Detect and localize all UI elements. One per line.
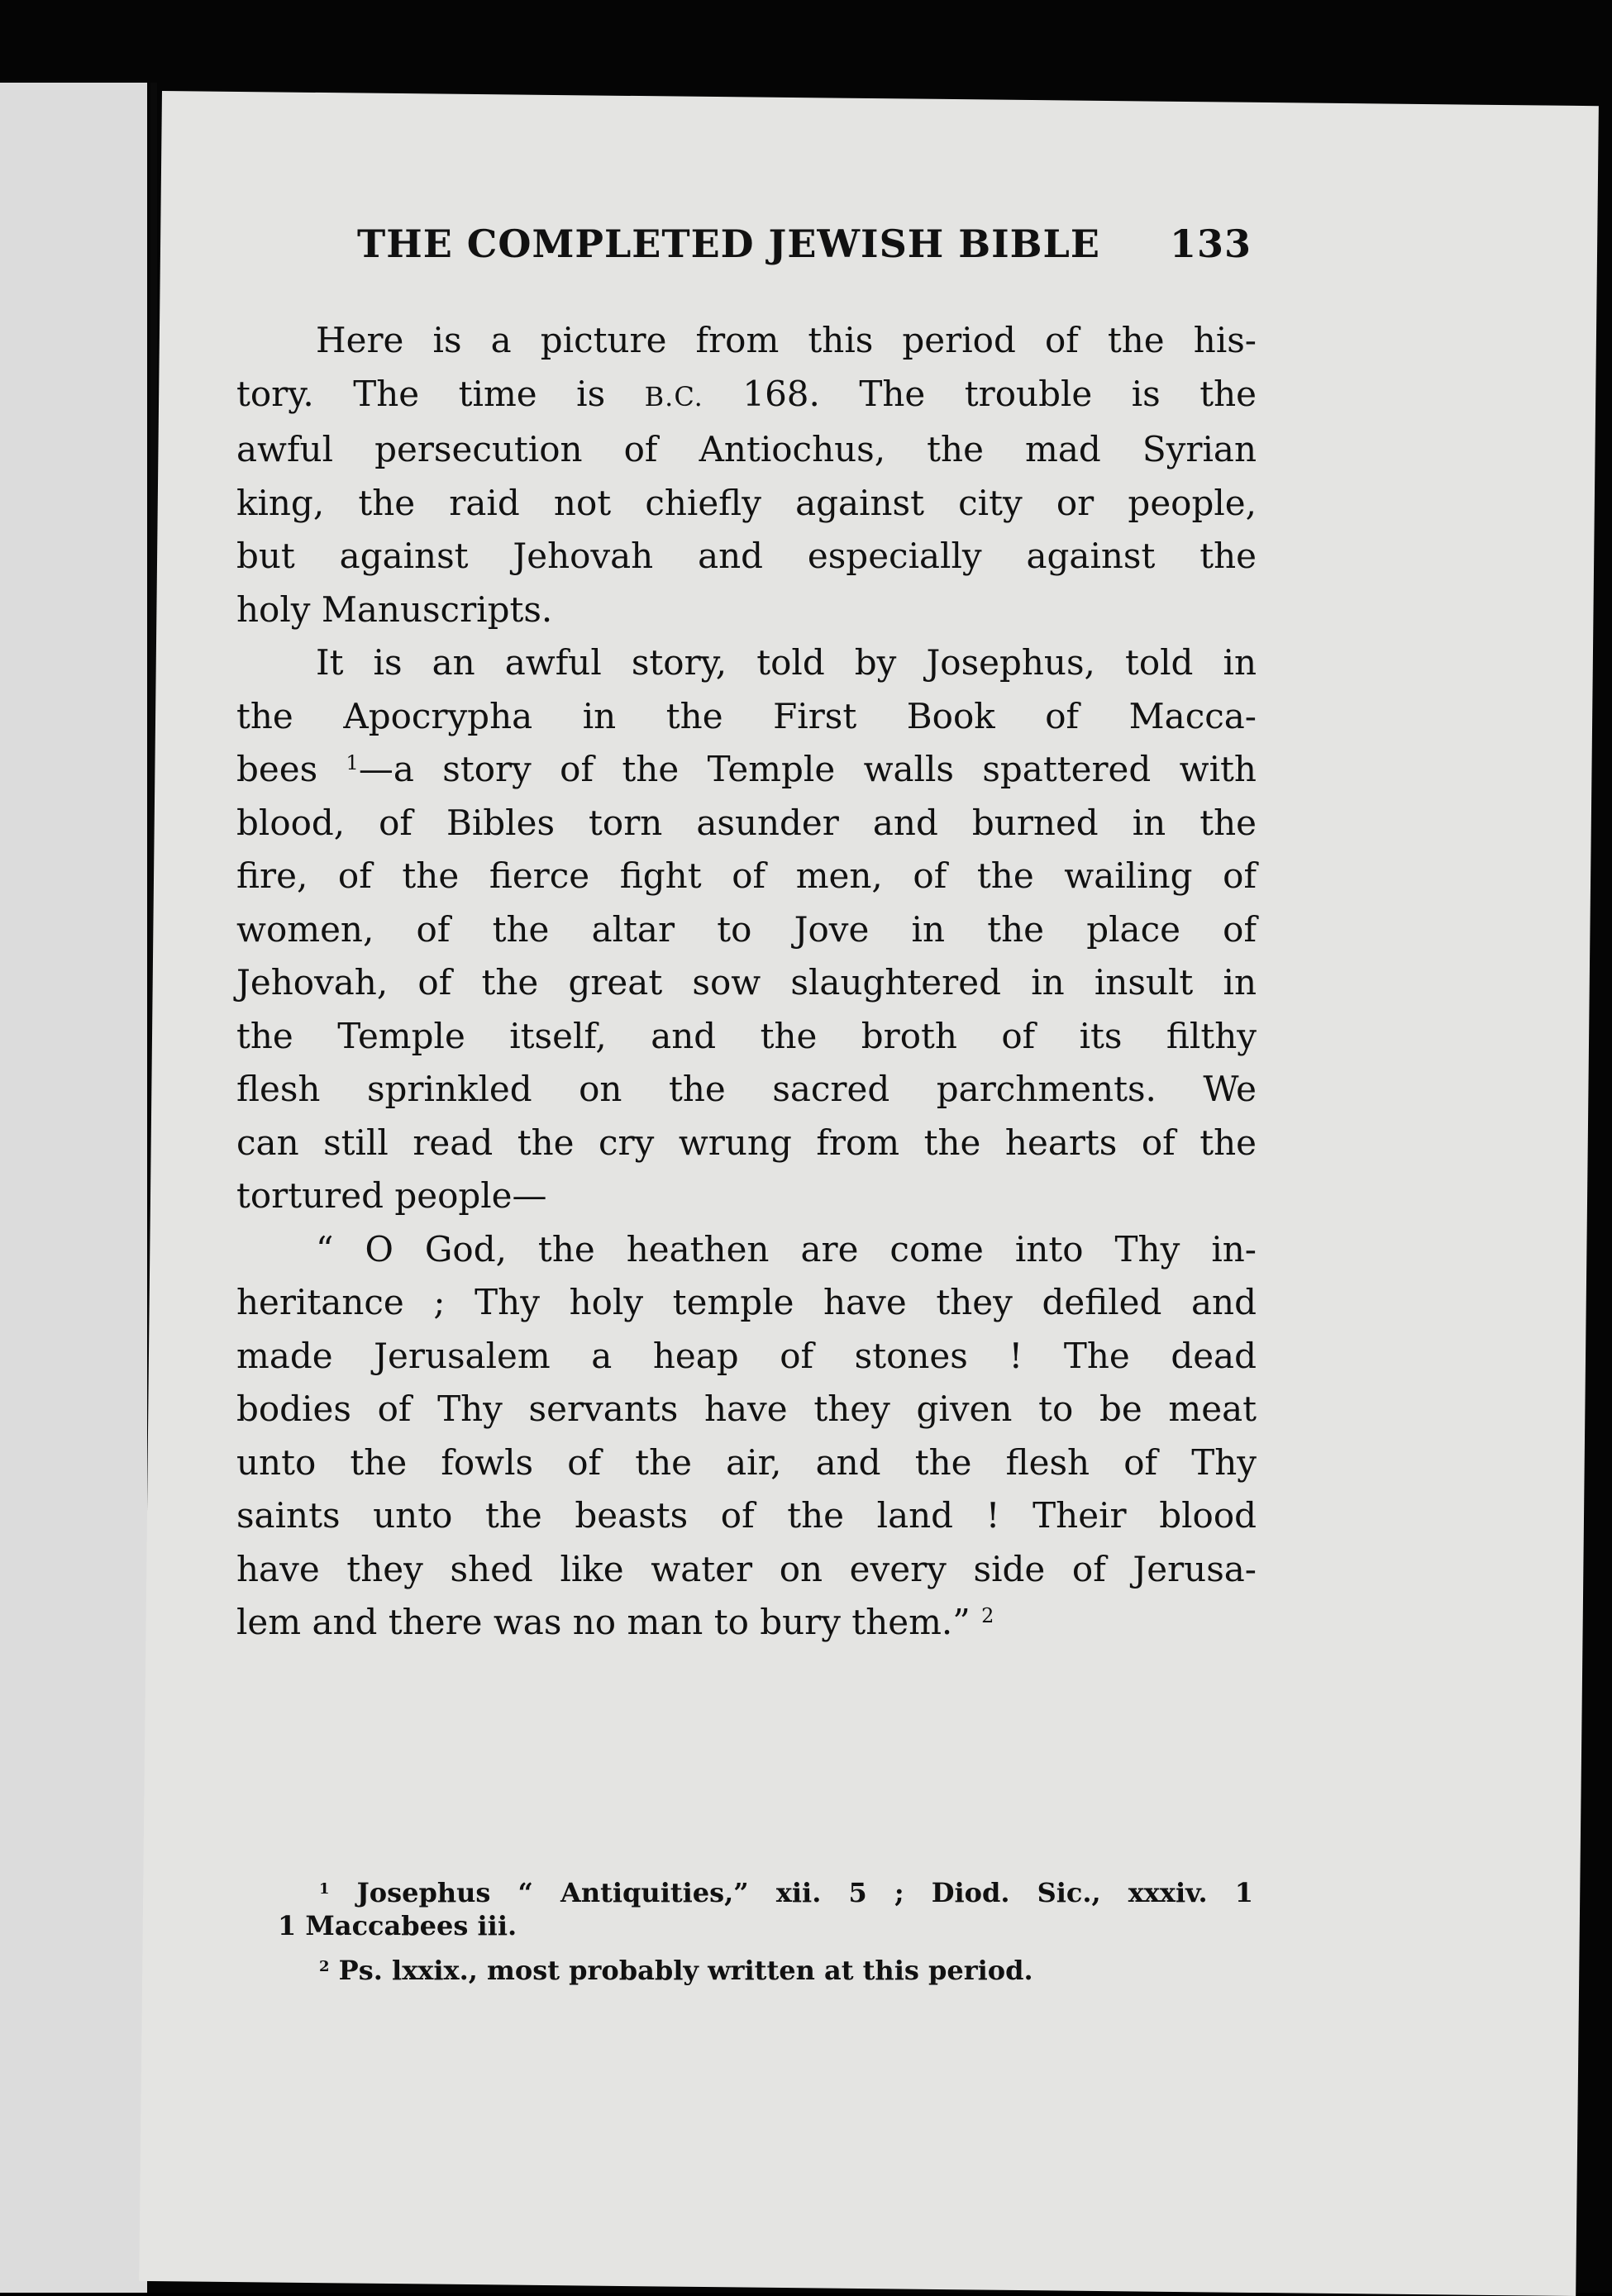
running-head-title: THE COMPLETED JEWISH BIBLE [357,222,1100,266]
text-line: awful persecution of Antiochus, the mad Syrian [236,429,1257,469]
text-line [236,743,1257,797]
text-line: unto the fowls of the air, and the flesh of Thy [236,1441,1257,1483]
footnote-2 [278,1954,1253,1987]
text-line: tortured people— [236,1175,547,1216]
text-run: —a story of the Temple walls spattered with [358,749,1257,789]
text-run: Josephus “ Antiquities,” xii. 5 ; Diod. Sic., xxxiv. 1 [329,1877,1253,1908]
paragraph-3-quotation [236,1223,1257,1650]
text-line [278,1954,1253,1987]
running-head [357,222,1252,288]
footnote-ref: 1 [346,751,359,774]
text-line: flesh sprinkled on the sacred parchments. We [236,1069,1257,1109]
paragraph-1 [236,314,1257,636]
footnotes [278,1876,1253,1998]
text-line: 1 Maccabees iii. [278,1910,517,1941]
footnote-marker: 1 [319,1880,330,1898]
text-line [236,368,1257,424]
body-text [236,314,1257,1650]
text-run: tory. The time is [236,373,645,414]
page-number: 133 [1169,222,1252,266]
footnote-marker: 2 [319,1958,330,1975]
footnote-1 [278,1876,1253,1942]
text-line: “ O God, the heathen are come into Thy in- [316,1228,1257,1269]
text-line: heritance ; Thy holy temple have they defiled and [236,1282,1257,1322]
text-run: lem and there was no man to bury them.” [236,1602,982,1642]
text-line: bodies of Thy servants have they given to be meat [236,1389,1257,1429]
text-line: fire, of the fierce fight of men, of the wailing of [236,855,1257,896]
text-run: Ps. lxxix., most probably written at this period. [329,1955,1033,1986]
text-line: women, of the altar to Jove in the place of [236,908,1257,950]
text-line: holy Manuscripts. [236,588,553,630]
text-run: 168. The trouble is the [703,373,1257,414]
text-line: king, the raid not chiefly against city or people, [236,482,1257,523]
text-line: have they shed like water on every side of Jerusa- [236,1548,1257,1589]
small-caps-era: B.C. [644,380,703,412]
facing-page-edge [0,83,147,2293]
text-line [236,1596,1257,1650]
text-line [278,1876,1253,1909]
text-line: made Jerusalem a heap of stones ! The dead [236,1335,1257,1376]
text-line: blood, of Bibles torn asunder and burned in the [236,802,1257,843]
text-line: Jehovah, of the great sow slaughtered in insult in [236,962,1257,1003]
text-line: can still read the cry wrung from the hearts of the [236,1122,1257,1163]
text-run: bees [236,749,346,789]
text-line: saints unto the beasts of the land ! Their blood [236,1495,1257,1536]
text-line: but against Jehovah and especially against the [236,536,1257,576]
text-line: Here is a picture from this period of the his- [316,320,1257,360]
footnote-ref: 2 [981,1604,994,1627]
paragraph-2 [236,636,1257,1223]
text-line: the Apocrypha in the First Book of Macca- [236,695,1257,736]
text-line: the Temple itself, and the broth of its filthy [236,1015,1257,1056]
text-line: It is an awful story, told by Josephus, told in [316,642,1257,683]
